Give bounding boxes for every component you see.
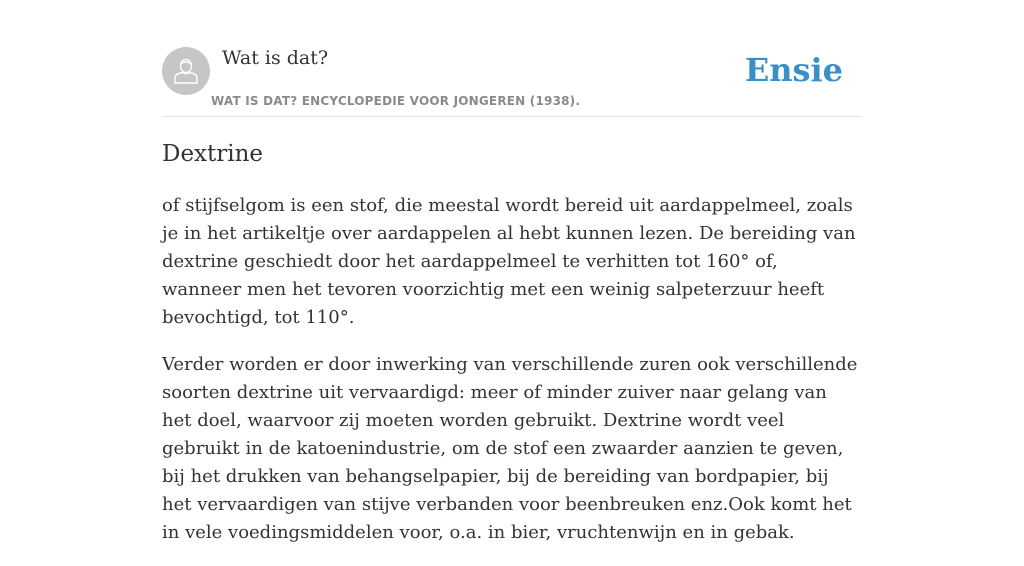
user-avatar-icon[interactable]: [162, 47, 210, 95]
article-title: Dextrine: [162, 141, 264, 167]
source-subtitle: WAT IS DAT? ENCYCLOPEDIE VOOR JONGEREN (1938).: [211, 94, 581, 108]
article-paragraph: of stijfselgom is een stof, die meestal wordt bereid uit aardappelmeel, zoals je in het artikeltje over aardappelen al hebt kunnen lezen. De bereiding van dextrine geschiedt door het aardappelmeel te verhitten tot 160° of, wanneer men het tevoren voorzichtig met een weinig salpeterzuur heeft bevochtigd, tot 110°.: [162, 195, 856, 328]
ensie-logo[interactable]: Ensie: [744, 51, 843, 89]
article-paragraph: Verder worden er door inwerking van verschillende zuren ook verschillende soorten dextrine uit vervaardigd: meer of minder zuiver naar gelang van het doel, waarvoor zij moeten worden gebruikt. Dextrine wordt veel gebruikt in de katoenindustrie, om de stof een zwaarder aanzien te geven, bij het drukken van behangselpapier, bij de bereiding van bordpapier, bij het vervaardigen van stijve verbanden voor beenbreuken enz.Ook komt het in vele voedingsmiddelen voor, o.a. in bier, vruchtenwijn en in gebak.: [162, 354, 858, 543]
source-title[interactable]: Wat is dat?: [222, 47, 329, 69]
article-body: [162, 192, 862, 566]
source-header: [162, 44, 862, 117]
